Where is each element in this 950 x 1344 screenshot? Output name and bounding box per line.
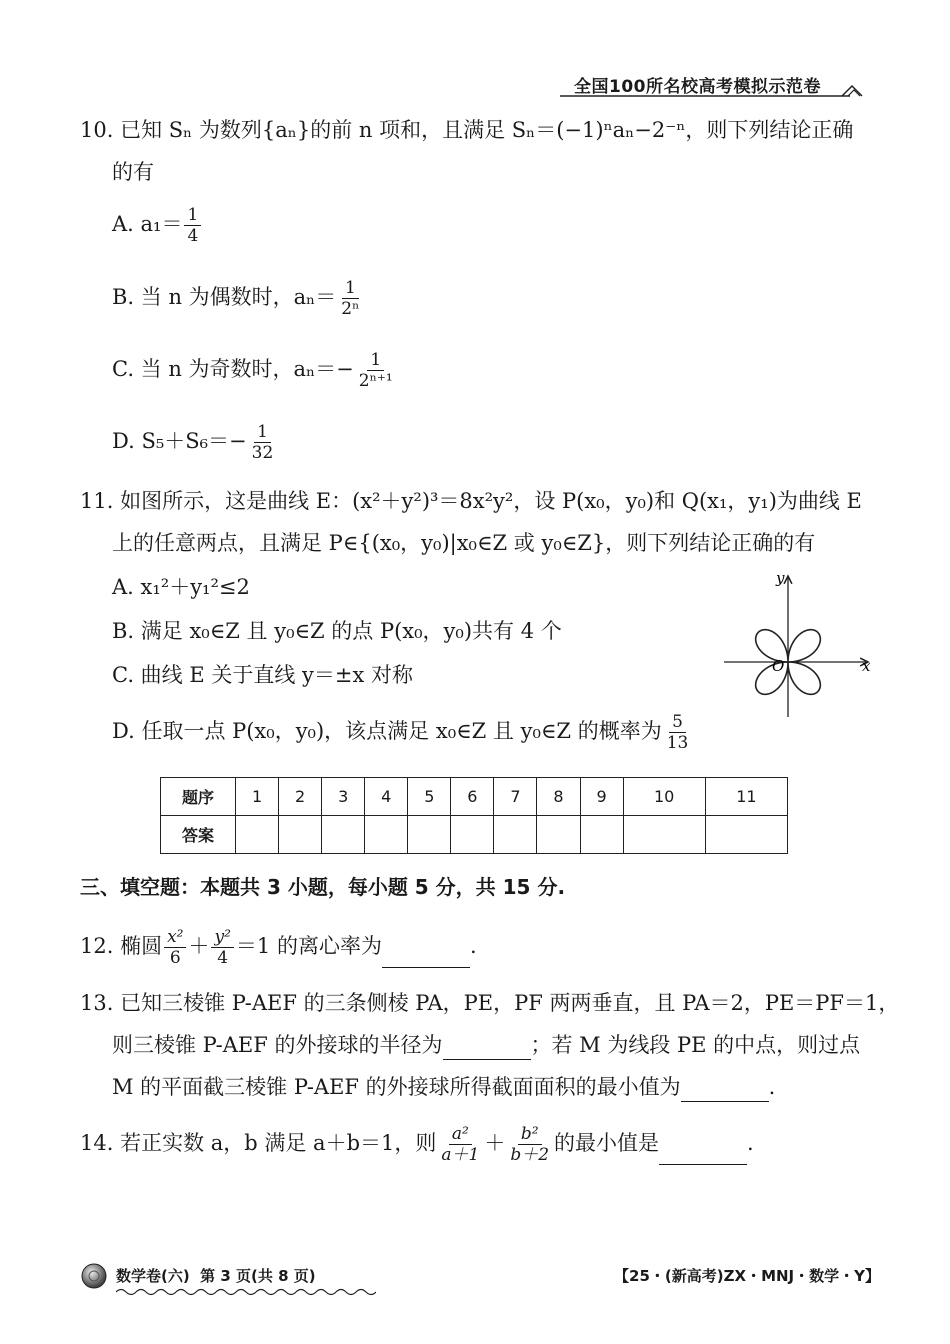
fraction-denominator: 32 [251, 443, 274, 463]
answer-table-row2-header: 答案 [161, 816, 236, 854]
q11-option-d-text: D. 任取一点 P(x₀，y₀)，该点满足 x₀∈Z 且 y₀∈Z 的概率为 [112, 719, 662, 743]
answer-table-question-number: 9 [580, 778, 623, 816]
q10-option-b-fraction [338, 278, 362, 319]
q11-stem-line1: 11. 如图所示，这是曲线 E：(x²＋y²)³＝8x²y²，设 P(x₀，y₀)和 Q(x₁，y₁)为曲线 E [80, 489, 862, 513]
answer-table-answer-row [161, 816, 788, 854]
section3-title: 三、填空题：本题共 3 小题，每小题 5 分，共 15 分. [80, 875, 566, 899]
fraction-numerator: 1 [184, 205, 201, 226]
origin-label: O [772, 657, 785, 675]
q10-option-b [112, 278, 364, 319]
q12-fraction-2 [211, 927, 233, 968]
answer-table-answer-cell[interactable] [623, 816, 705, 854]
q14-lead: 14. 若正实数 a，b 满足 a＋b＝1，则 [80, 1131, 437, 1155]
x-axis-label: x [862, 657, 871, 675]
q13-line3 [112, 1072, 775, 1102]
q14-end: . [747, 1131, 754, 1155]
answer-table-row1-header: 题序 [161, 778, 236, 816]
fraction-numerator: 1 [254, 422, 271, 443]
q10-option-a-text: A. a₁＝ [112, 212, 183, 236]
q14 [80, 1124, 754, 1165]
q13-line2 [112, 1030, 860, 1060]
q12-lead: 12. 椭圆 [80, 934, 163, 958]
footer-page-info: 数学卷(六) 第 3 页(共 8 页) [116, 1267, 316, 1285]
q11-option-d [112, 712, 693, 753]
answer-table-question-number: 11 [705, 778, 787, 816]
q13-line2-a: 则三棱锥 P-AEF 的外接球的半径为 [112, 1033, 443, 1057]
q10-option-d-text: D. S₅＋S₆＝− [112, 429, 247, 453]
q10-option-a-fraction [184, 205, 201, 246]
answer-table-answer-cell[interactable] [537, 816, 580, 854]
fraction-denominator: 13 [666, 733, 689, 753]
fraction-numerator: 5 [669, 712, 686, 733]
curve-e-figure [720, 572, 880, 722]
answer-table [160, 777, 788, 854]
q11-option-c: C. 曲线 E 关于直线 y＝±x 对称 [112, 663, 414, 687]
q11-option-b: B. 满足 x₀∈Z 且 y₀∈Z 的点 P(x₀，y₀)共有 4 个 [112, 619, 562, 643]
answer-table-question-number: 2 [279, 778, 322, 816]
page-header [560, 70, 870, 100]
q13-blank-area[interactable] [681, 1079, 769, 1102]
q10-option-b-text: B. 当 n 为偶数时，aₙ＝ [112, 285, 337, 309]
series-title: 全国100所名校高考模拟示范卷 [574, 77, 821, 97]
q12-answer-blank[interactable] [382, 945, 470, 968]
q12-end: . [469, 934, 477, 958]
fraction-denominator: 2ⁿ [341, 299, 360, 319]
q12-plus: ＋ [188, 934, 210, 958]
fraction-denominator: a＋1 [441, 1145, 480, 1165]
q10-option-c-fraction [356, 350, 396, 391]
answer-table-question-number: 10 [623, 778, 705, 816]
q10-option-a [112, 205, 203, 246]
fraction-numerator: b² [518, 1124, 542, 1145]
q14-fraction-1 [438, 1124, 482, 1165]
answer-table-answer-cell[interactable] [451, 816, 494, 854]
q11-option-d-fraction [664, 712, 692, 753]
answer-table-question-number: 1 [236, 778, 279, 816]
page-footer [80, 1262, 880, 1302]
y-axis-label: y [776, 572, 785, 587]
answer-table-answer-cell[interactable] [408, 816, 451, 854]
fraction-numerator: 1 [367, 350, 384, 371]
q14-answer-blank[interactable] [659, 1142, 747, 1165]
q14-tail: 的最小值是 [554, 1131, 660, 1155]
fraction-denominator: 2ⁿ⁺¹ [358, 371, 393, 391]
answer-table-answer-cell[interactable] [494, 816, 537, 854]
answer-table-answer-cell[interactable] [279, 816, 322, 854]
answer-table-question-number: 7 [494, 778, 537, 816]
answer-table-answer-cell[interactable] [580, 816, 623, 854]
answer-table-question-number: 6 [451, 778, 494, 816]
fraction-numerator: x² [164, 927, 186, 948]
disc-icon [80, 1262, 108, 1290]
q11-stem-line2: 上的任意两点，且满足 P∈{(x₀，y₀)|x₀∈Z 或 y₀∈Z}，则下列结论正确的有 [112, 531, 816, 555]
answer-table-question-number: 3 [322, 778, 365, 816]
answer-table-question-number: 8 [537, 778, 580, 816]
q10-option-d [112, 422, 278, 463]
wavy-underline-icon [116, 1287, 376, 1297]
q10-stem-line2: 的有 [112, 160, 154, 184]
q12-fraction-1 [164, 927, 186, 968]
fraction-numerator: y² [211, 927, 233, 948]
answer-table-answer-cell[interactable] [365, 816, 408, 854]
answer-table-header-row [161, 778, 788, 816]
fraction-numerator: 1 [342, 278, 359, 299]
q10-option-c-text: C. 当 n 为奇数时，aₙ＝− [112, 357, 354, 381]
q10-option-c [112, 350, 398, 391]
answer-table-question-number: 4 [365, 778, 408, 816]
q14-plus: ＋ [484, 1131, 506, 1155]
q12-tail: ＝1 的离心率为 [235, 934, 382, 958]
answer-table-question-number: 5 [408, 778, 451, 816]
fraction-denominator: b＋2 [510, 1145, 550, 1165]
fraction-denominator: 4 [217, 948, 229, 968]
header-decoration-icon [560, 70, 870, 100]
q10-stem-line1: 10. 已知 Sₙ 为数列{aₙ}的前 n 项和，且满足 Sₙ＝(−1)ⁿaₙ−2⁻ⁿ，则下列结论正确 [80, 118, 854, 142]
fraction-numerator: a² [449, 1124, 472, 1145]
q13-line2-b: ；若 M 为线段 PE 的中点，则过点 [530, 1033, 861, 1057]
q14-fraction-2 [507, 1124, 552, 1165]
footer-paper-code: 【25・(新高考)ZX・MNJ・数学・Y】 [614, 1267, 880, 1285]
q13-line3-a: M 的平面截三棱锥 P-AEF 的外接球所得截面面积的最小值为 [112, 1075, 681, 1099]
q13-blank-radius[interactable] [443, 1037, 531, 1060]
q11-option-a: A. x₁²＋y₁²≤2 [112, 575, 250, 599]
answer-table-answer-cell[interactable] [705, 816, 787, 854]
q13-line3-b: . [768, 1075, 776, 1099]
q13-line1: 13. 已知三棱锥 P-AEF 的三条侧棱 PA，PE，PF 两两垂直，且 PA＝2，PE＝PF＝1， [80, 991, 900, 1015]
answer-table-answer-cell[interactable] [322, 816, 365, 854]
fraction-denominator: 6 [169, 948, 181, 968]
q12 [80, 927, 477, 968]
answer-table-answer-cell[interactable] [236, 816, 279, 854]
fraction-denominator: 4 [187, 226, 199, 246]
q10-option-d-fraction [249, 422, 277, 463]
